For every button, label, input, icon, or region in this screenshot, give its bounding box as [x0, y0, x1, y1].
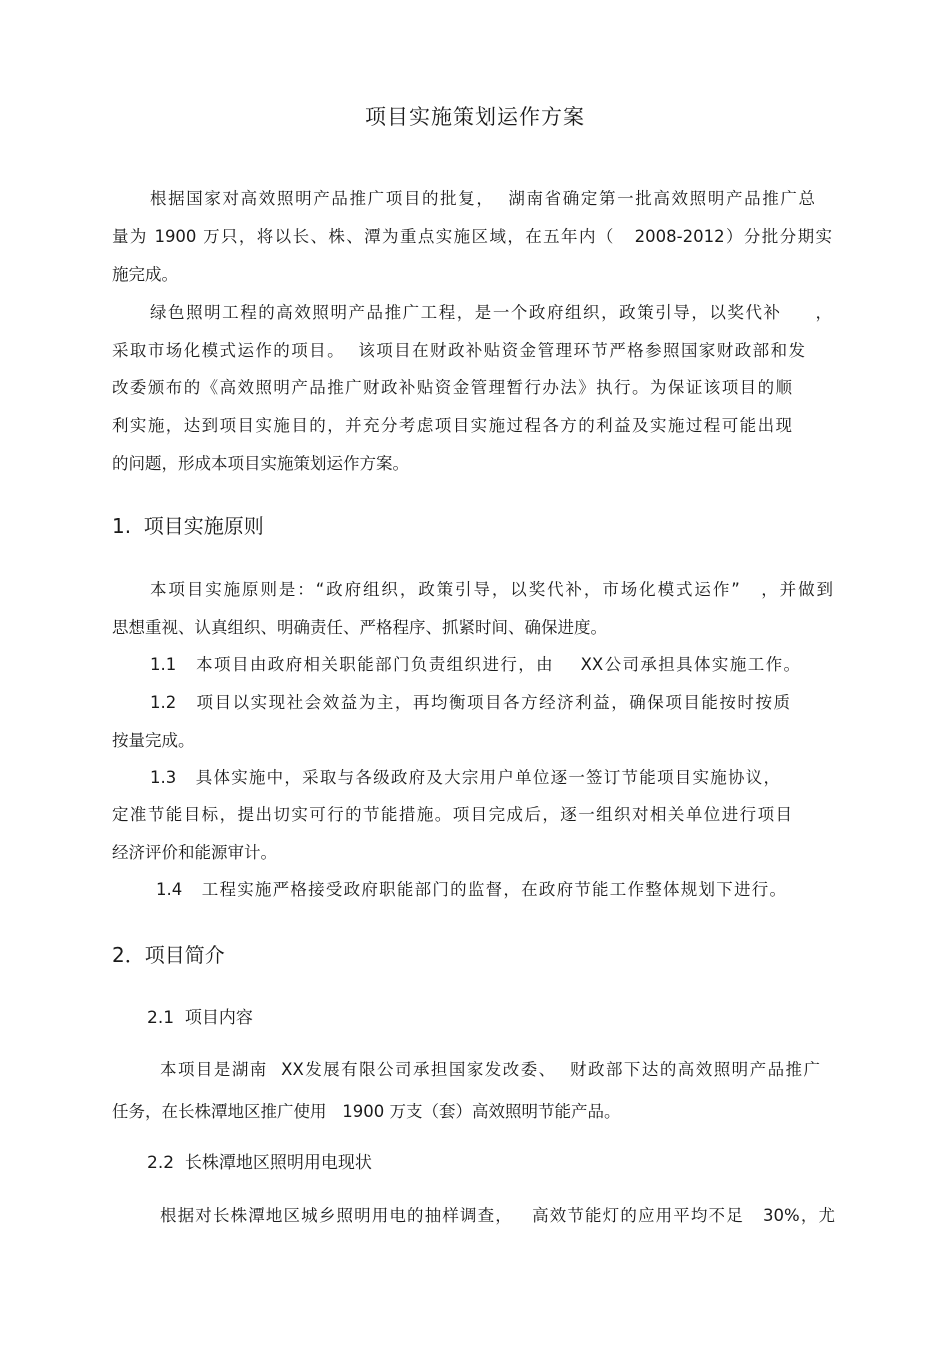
section-2-1-line-2: 任务，在长株潭地区推广使用 1900 万支（套）高效照明节能产品。	[112, 1102, 621, 1121]
item-1-2-line-1: 1.2 项目以实现社会效益为主，再均衡项目各方经济利益，确保项目能按时按质	[150, 693, 790, 712]
intro-p2-line-3: 改委颁布的《高效照明产品推广财政补贴资金管理暂行办法》执行。为保证该项目的顺	[112, 378, 792, 397]
intro-p1-line-2: 量为 1900 万只，将以长、株、潭为重点实施区域，在五年内（ 2008-2012）分批分期实	[112, 227, 832, 246]
section-2-1-heading: 2.1 项目内容	[147, 1008, 253, 1028]
section-2-2-line-1: 根据对长株潭地区城乡照明用电的抽样调查， 高效节能灯的应用平均不足 30%，尤	[160, 1206, 835, 1225]
intro-p1-line-3: 施完成。	[112, 265, 178, 284]
item-1-3-line-1: 1.3 具体实施中，采取与各级政府及大宗用户单位逐一签订节能项目实施协议，	[150, 768, 780, 787]
item-1-3-line-3: 经济评价和能源审计。	[112, 843, 277, 862]
intro-p2-line-1: 绿色照明工程的高效照明产品推广工程，是一个政府组织，政策引导，以奖代补 ，	[150, 303, 832, 322]
item-1-1: 1.1 本项目由政府相关职能部门负责组织进行，由 XX公司承担具体实施工作。	[150, 655, 800, 674]
section-1-p1-line-1: 本项目实施原则是：“政府组织，政策引导，以奖代补，市场化模式运作” ，并做到	[150, 580, 833, 599]
intro-p1-line-1: 根据国家对高效照明产品推广项目的批复， 湖南省确定第一批高效照明产品推广总	[150, 189, 815, 208]
intro-p2-line-2: 采取市场化模式运作的项目。 该项目在财政补贴资金管理环节严格参照国家财政部和发	[112, 341, 805, 360]
document-title: 项目实施策划运作方案	[365, 105, 585, 129]
intro-p2-line-4: 利实施，达到项目实施目的，并充分考虑项目实施过程各方的利益及实施过程可能出现	[112, 416, 792, 435]
section-1-heading: 1. 项目实施原则	[112, 514, 264, 538]
item-1-3-line-2: 定准节能目标，提出切实可行的节能措施。项目完成后，逐一组织对相关单位进行项目	[112, 805, 792, 824]
section-2-1-line-1: 本项目是湖南 XX发展有限公司承担国家发改委、 财政部下达的高效照明产品推广	[160, 1060, 820, 1079]
section-2-heading: 2．项目简介	[112, 943, 225, 967]
section-1-p1-line-2: 思想重视、认真组织、明确责任、严格程序、抓紧时间、确保进度。	[112, 618, 607, 637]
item-1-2-line-2: 按量完成。	[112, 731, 195, 750]
item-1-4: 1.4 工程实施严格接受政府职能部门的监督，在政府节能工作整体规划下进行。	[156, 880, 786, 899]
intro-p2-line-5: 的问题，形成本项目实施策划运作方案。	[112, 454, 409, 473]
section-2-2-heading: 2.2 长株潭地区照明用电现状	[147, 1153, 372, 1173]
